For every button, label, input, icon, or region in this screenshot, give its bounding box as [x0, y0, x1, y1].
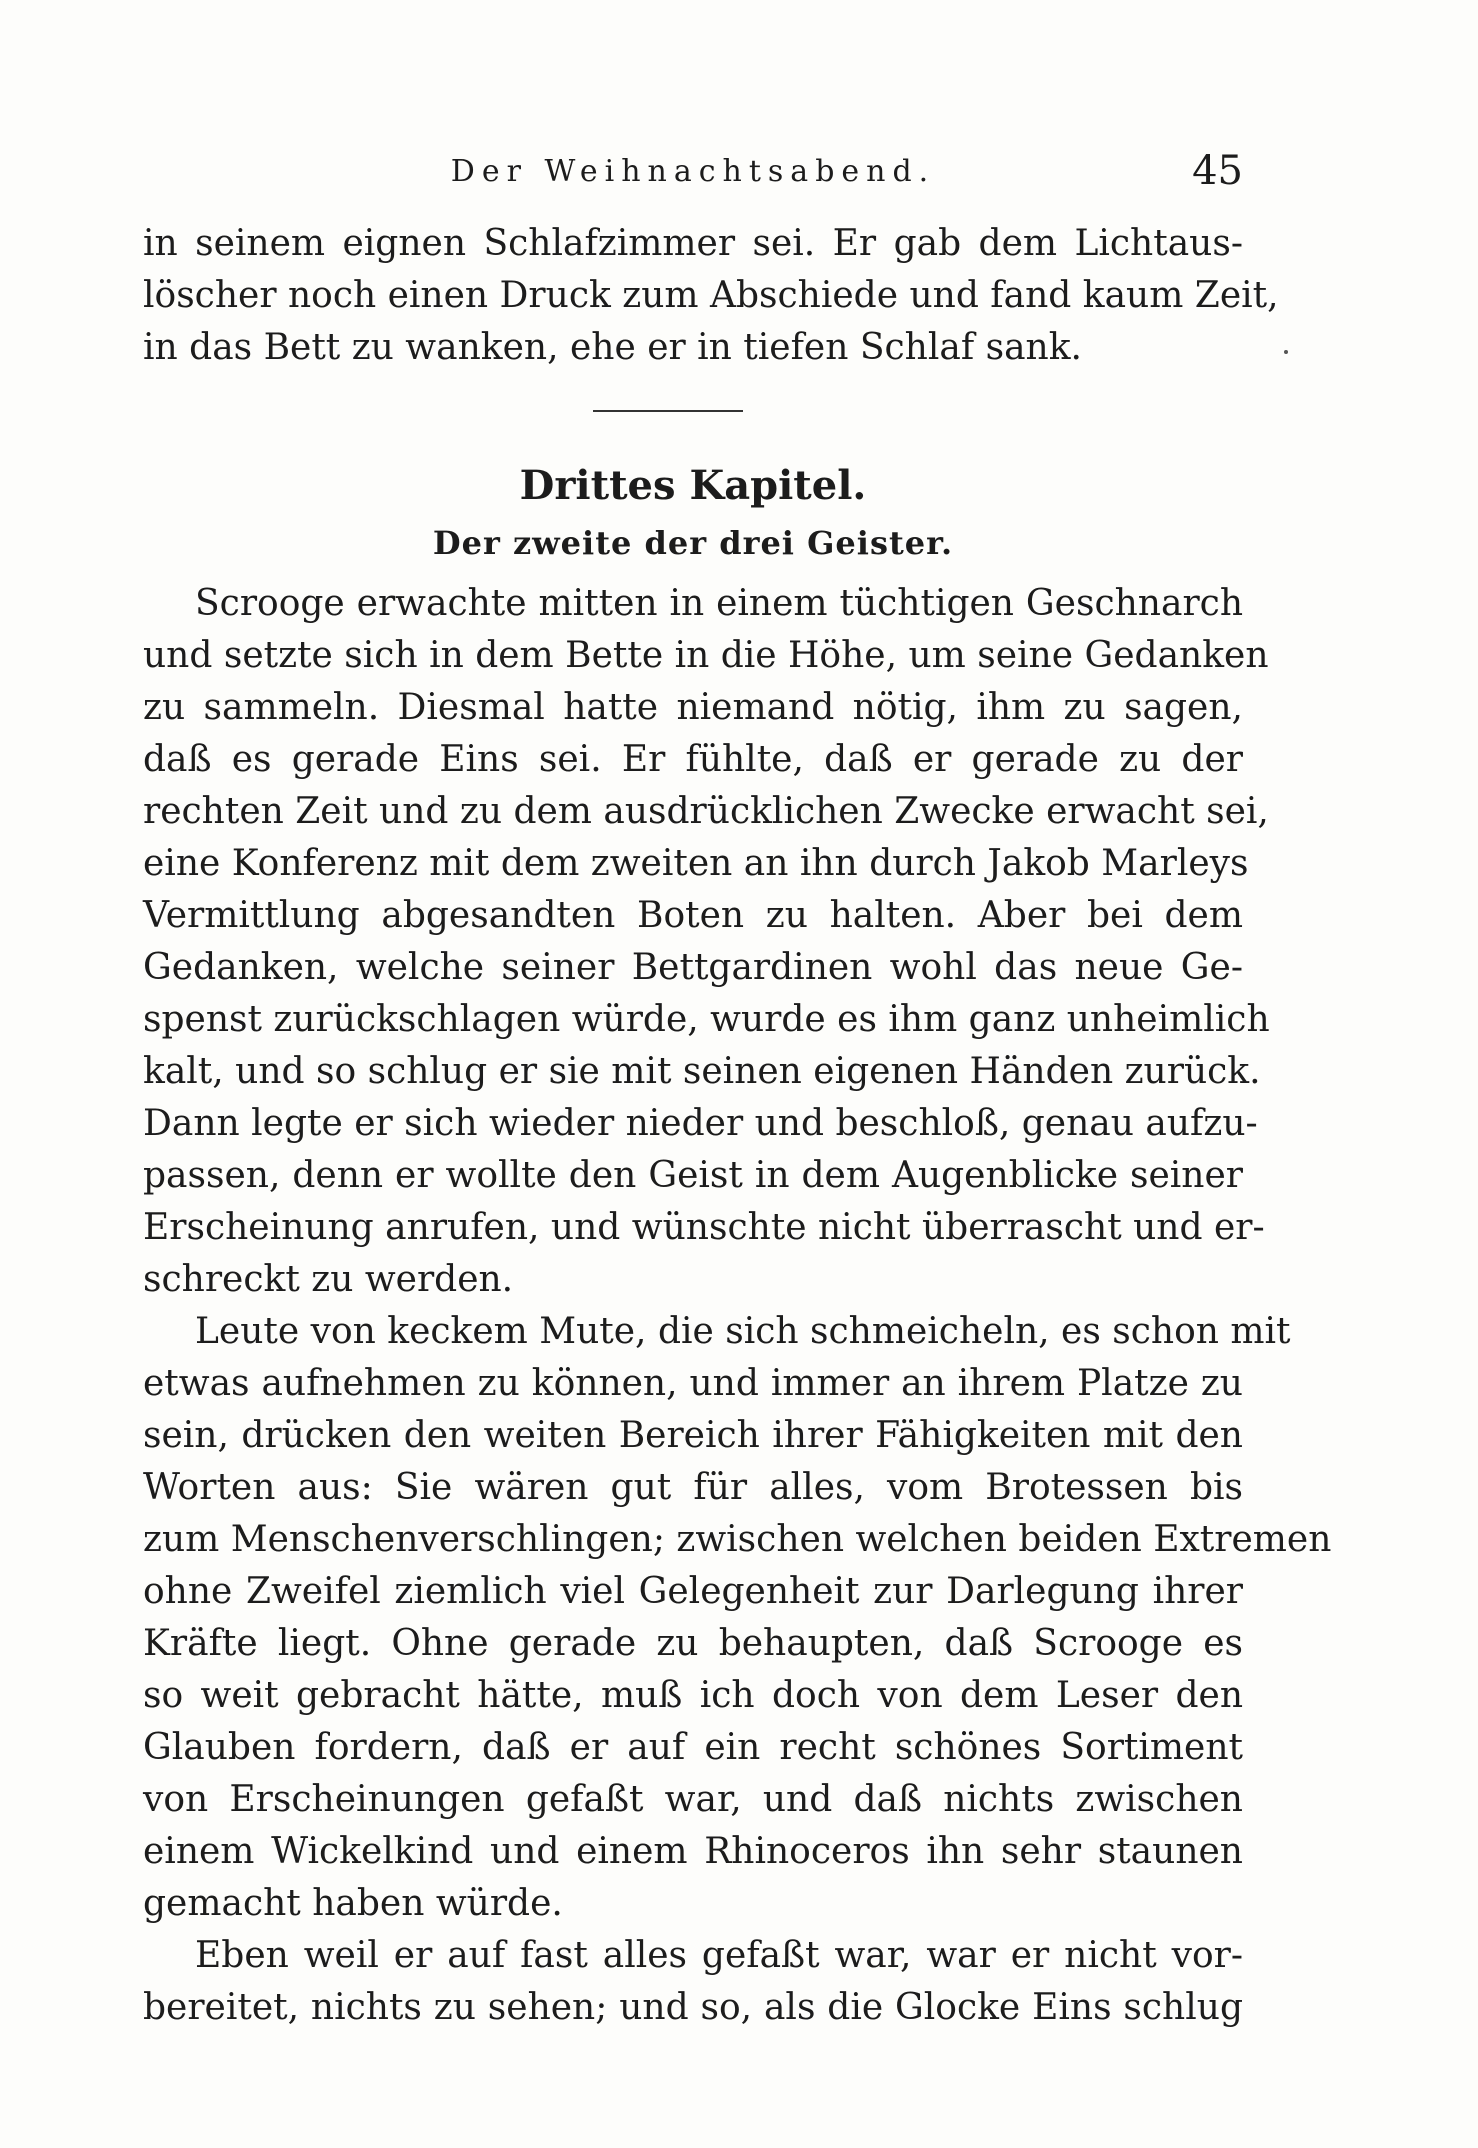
- text-line: rechten Zeit und zu dem ausdrücklichen Zwecke erwacht sei,: [143, 791, 1269, 832]
- text-line: Leute von keckem Mute, die sich schmeicheln, es schon mit: [195, 1311, 1291, 1352]
- text-line: bereitet, nichts zu sehen; und so, als die Glocke Eins schlug: [143, 1987, 1243, 2028]
- section-divider: [593, 410, 743, 412]
- text-line: Erscheinung anrufen, und wünschte nicht überrascht und er-: [143, 1207, 1265, 1248]
- text-line: in das Bett zu wanken, ehe er in tiefen Schlaf sank.: [143, 327, 1082, 368]
- text-line: zum Menschenverschlingen; zwischen welchen beiden Extremen: [143, 1519, 1332, 1560]
- text-line: kalt, und so schlug er sie mit seinen eigenen Händen zurück.: [143, 1051, 1261, 1092]
- text-line: und setzte sich in dem Bette in die Höhe, um seine Gedanken: [143, 635, 1269, 676]
- text-line: eine Konferenz mit dem zweiten an ihn durch Jakob Marleys: [143, 843, 1249, 884]
- text-line: zu sammeln. Diesmal hatte niemand nötig, ihm zu sagen,: [143, 687, 1243, 728]
- running-title: Der Weihnachtsabend.: [450, 154, 936, 189]
- running-head: [143, 148, 1243, 198]
- text-line: einem Wickelkind und einem Rhinoceros ihn sehr staunen: [143, 1831, 1243, 1872]
- page-number: 45: [1192, 148, 1243, 194]
- text-line: Worten aus: Sie wären gut für alles, vom Brotessen bis: [143, 1467, 1243, 1508]
- text-line: Vermittlung abgesandten Boten zu halten. Aber bei dem: [143, 895, 1243, 936]
- text-line: löscher noch einen Druck zum Abschiede und fand kaum Zeit,: [143, 275, 1279, 316]
- text-line: Scrooge erwachte mitten in einem tüchtigen Geschnarch: [195, 583, 1243, 624]
- text-line: ohne Zweifel ziemlich viel Gelegenheit zur Darlegung ihrer: [143, 1571, 1243, 1612]
- text-line: Dann legte er sich wieder nieder und beschloß, genau aufzu-: [143, 1103, 1258, 1144]
- text-line: passen, denn er wollte den Geist in dem Augenblicke seiner: [143, 1155, 1243, 1196]
- chapter-body: [143, 578, 1332, 2034]
- text-line: gemacht haben würde.: [143, 1883, 563, 1924]
- chapter-title: Drittes Kapitel.: [519, 462, 867, 509]
- text-line: etwas aufnehmen zu können, und immer an ihrem Platze zu: [143, 1363, 1243, 1404]
- text-line: Gedanken, welche seiner Bettgardinen wohl das neue Ge-: [143, 947, 1243, 988]
- text-line: von Erscheinungen gefaßt war, und daß nichts zwischen: [143, 1779, 1243, 1820]
- top-paragraph: [143, 218, 1279, 374]
- text-line: Eben weil er auf fast alles gefaßt war, war er nicht vor-: [195, 1935, 1243, 1976]
- text-line: in seinem eignen Schlafzimmer sei. Er gab dem Lichtaus-: [143, 223, 1243, 264]
- print-speck: [1284, 350, 1288, 354]
- chapter-subtitle: Der zweite der drei Geister.: [432, 524, 954, 562]
- text-line: Kräfte liegt. Ohne gerade zu behaupten, daß Scrooge es: [143, 1623, 1243, 1664]
- text-line: Glauben fordern, daß er auf ein recht schönes Sortiment: [143, 1727, 1243, 1768]
- text-line: schreckt zu werden.: [143, 1259, 514, 1300]
- text-line: daß es gerade Eins sei. Er fühlte, daß er gerade zu der: [143, 739, 1243, 780]
- text-line: spenst zurückschlagen würde, wurde es ihm ganz unheimlich: [143, 999, 1270, 1040]
- text-line: so weit gebracht hätte, muß ich doch von dem Leser den: [143, 1675, 1243, 1716]
- text-line: sein, drücken den weiten Bereich ihrer Fähigkeiten mit den: [143, 1415, 1243, 1456]
